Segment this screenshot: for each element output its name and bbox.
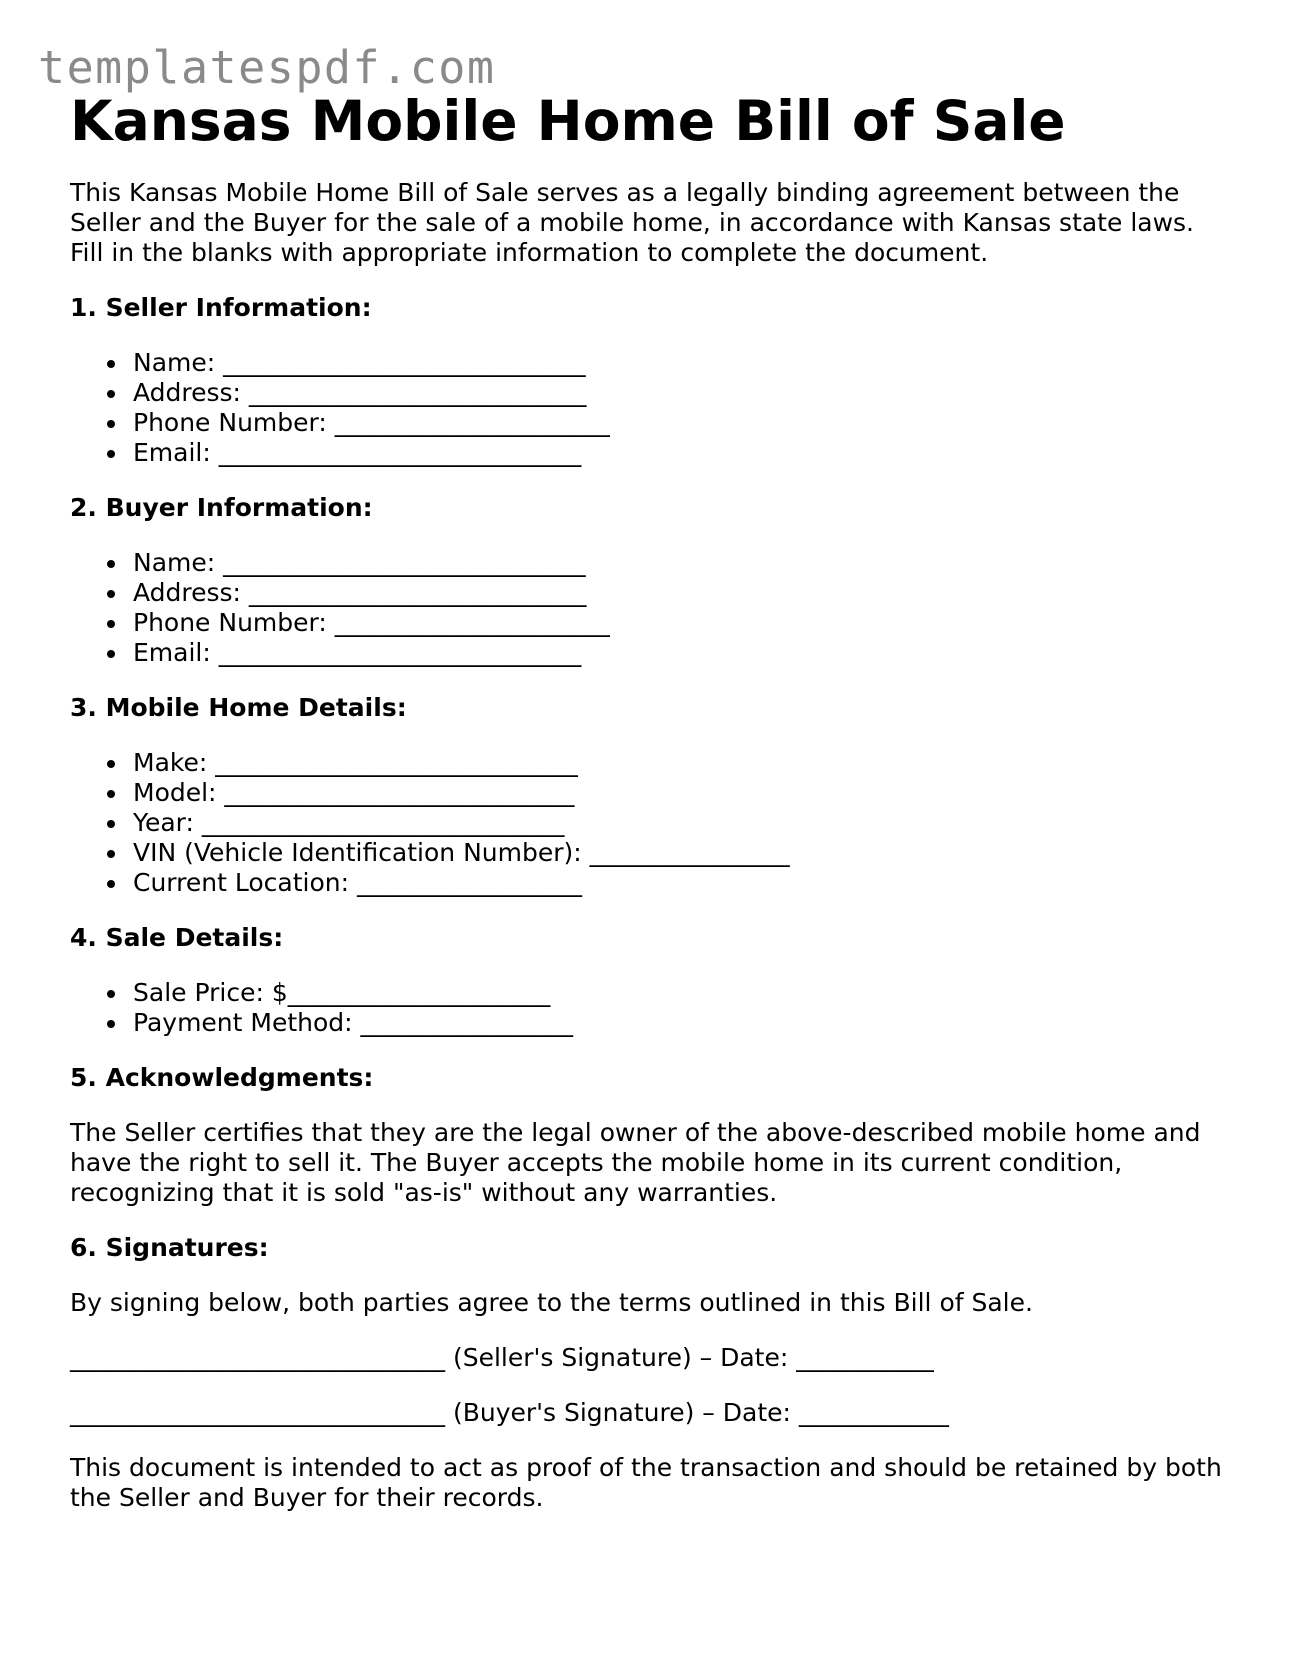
signatures-section-title: 6. Signatures: [70,1233,269,1262]
sale-field-list [70,978,1230,1038]
document-title: Kansas Mobile Home Bill of Sale [70,89,1066,153]
closing-paragraph: This document is intended to act as proof of the transaction and should be retained by both the Seller and Buyer for their records. [70,1453,1222,1512]
buyer-phone-field[interactable]: Phone Number: ______________________ [133,608,1230,638]
seller-signature-line[interactable]: ______________________________ (Seller's Signature) – Date: ___________ [70,1343,934,1372]
seller-email-field[interactable]: Email: _____________________________ [133,438,1230,468]
payment-method-field[interactable]: Payment Method: _________________ [133,1008,1230,1038]
buyer-name-field[interactable]: Name: _____________________________ [133,548,1230,578]
buyer-field-list [70,548,1230,668]
seller-section-title: 1. Seller Information: [70,293,372,322]
home-year-field[interactable]: Year: _____________________________ [133,808,1230,838]
buyer-signature-line[interactable]: ______________________________ (Buyer's Signature) – Date: ____________ [70,1398,949,1427]
acknowledgments-paragraph: The Seller certifies that they are the legal owner of the above-described mobile home and have the right to sell it. The Buyer accepts the mobile home in its current condition, recognizing that it is sold "as-is" without any warranties. [70,1118,1201,1207]
document-page [70,88,1230,1513]
home-vin-field[interactable]: VIN (Vehicle Identification Number): ________________ [133,838,1230,868]
home-location-field[interactable]: Current Location: __________________ [133,868,1230,898]
home-section-title: 3. Mobile Home Details: [70,693,407,722]
seller-phone-field[interactable]: Phone Number: ______________________ [133,408,1230,438]
buyer-section-title: 2. Buyer Information: [70,493,373,522]
intro-paragraph: This Kansas Mobile Home Bill of Sale serves as a legally binding agreement between the Seller and the Buyer for the sale of a mobile home, in accordance with Kansas state laws. Fill in the blanks with appropriate information to complete the document. [70,178,1194,267]
signatures-paragraph: By signing below, both parties agree to the terms outlined in this Bill of Sale. [70,1288,1033,1317]
home-field-list [70,748,1230,898]
seller-name-field[interactable]: Name: _____________________________ [133,348,1230,378]
seller-address-field[interactable]: Address: ___________________________ [133,378,1230,408]
acknowledgments-section-title: 5. Acknowledgments: [70,1063,374,1092]
watermark: templatespdf.com [38,41,496,94]
seller-field-list [70,348,1230,468]
buyer-email-field[interactable]: Email: _____________________________ [133,638,1230,668]
sale-price-field[interactable]: Sale Price: $_____________________ [133,978,1230,1008]
sale-section-title: 4. Sale Details: [70,923,284,952]
buyer-address-field[interactable]: Address: ___________________________ [133,578,1230,608]
home-make-field[interactable]: Make: _____________________________ [133,748,1230,778]
home-model-field[interactable]: Model: ____________________________ [133,778,1230,808]
